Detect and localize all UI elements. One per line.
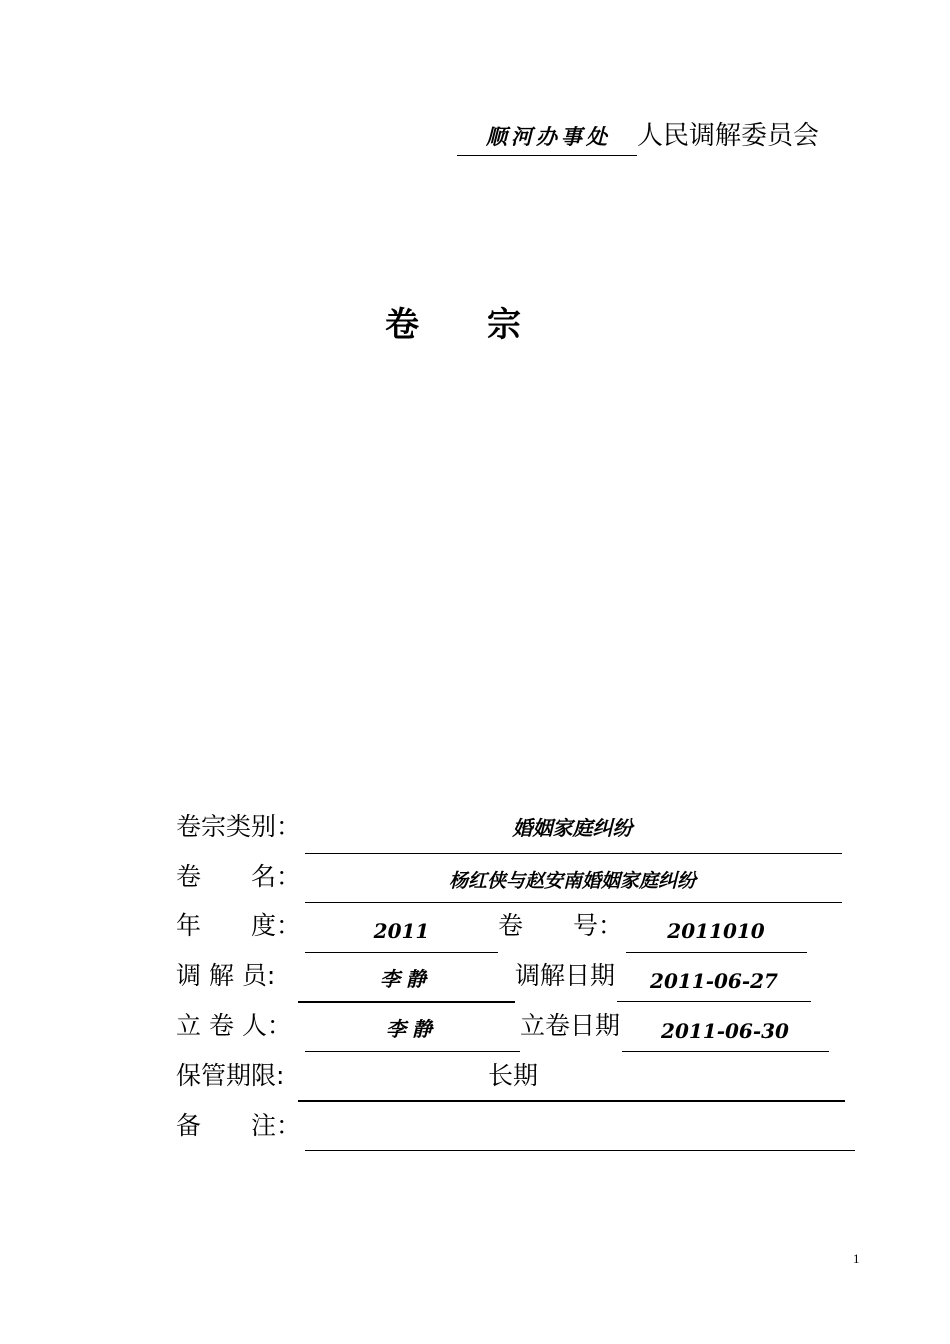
volume-number-value: 2011010 [667,919,765,943]
volume-name-label: 卷 名： [176,862,302,891]
mediator-label: 调 解 员: [176,961,276,990]
year-label: 年 度： [176,911,302,940]
org-name-handwritten: 顺河办事处 [486,124,611,149]
retention-value: 长期 [487,1061,538,1090]
page-number: 1 [853,1251,860,1266]
filing-date-label: 立卷日期 [520,1011,621,1040]
volume-number-label: 卷 号： [498,911,624,940]
org-name-underline [457,155,637,156]
mediation-date-underline [617,1001,811,1002]
category-underline [305,853,842,854]
filer-label: 立 卷 人： [176,1011,292,1040]
mediation-date-label: 调解日期 [515,961,616,990]
mediator-underline [298,1001,515,1003]
volume-number-underline [626,952,807,953]
filing-date-underline [622,1051,829,1052]
page-title: 卷 宗 [385,305,521,345]
remarks-underline [305,1150,855,1151]
category-value: 婚姻家庭纠纷 [512,816,633,840]
filer-value: 李静 [386,1017,438,1041]
category-label: 卷宗类别： [176,812,302,841]
retention-underline [298,1100,845,1102]
volume-name-value: 杨红侠与赵安南婚姻家庭纠纷 [448,870,696,892]
org-name-suffix: 人民调解委员会 [637,121,820,151]
retention-label: 保管期限: [176,1061,285,1090]
remarks-label: 备 注： [176,1111,302,1140]
mediation-date-value: 2011-06-27 [650,969,778,993]
filer-underline [305,1051,520,1052]
year-underline [305,952,498,953]
mediator-value: 李静 [380,967,432,991]
volume-name-underline [305,902,842,903]
year-value: 2011 [373,919,430,943]
filing-date-value: 2011-06-30 [661,1019,789,1043]
